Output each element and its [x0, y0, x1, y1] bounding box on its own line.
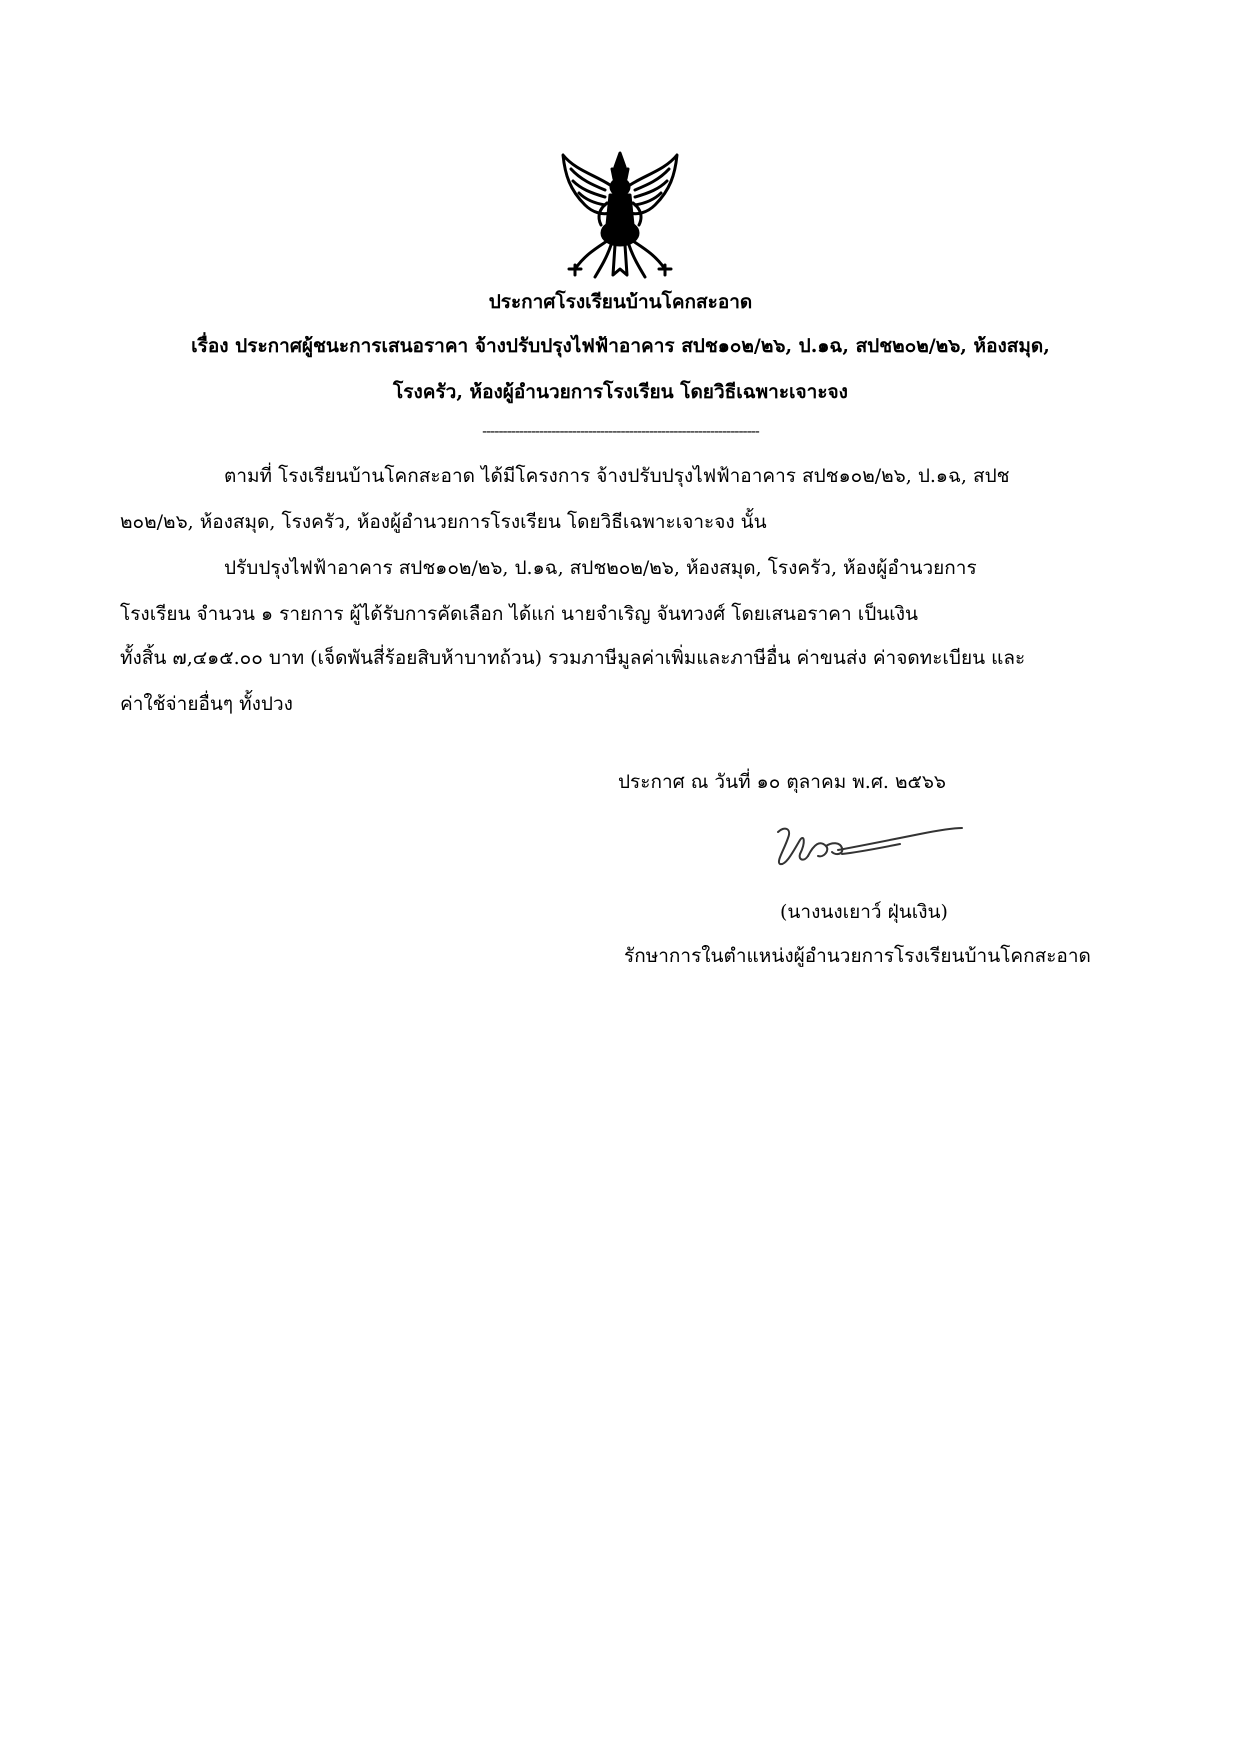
announcement-date: ประกาศ ณ วันที่ ๑๐ ตุลาคม พ.ศ. ๒๕๖๖: [618, 771, 946, 793]
paragraph-1-line-2: ๒๐๒/๒๖, ห้องสมุด, โรงครัว, ห้องผู้อำนวยการโรงเรียน โดยวิธีเฉพาะเจาะจง นั้น: [120, 511, 767, 533]
garuda-emblem-icon: [555, 145, 685, 285]
paragraph-1-line-1: ตามที่ โรงเรียนบ้านโคกสะอาด ได้มีโครงการ จ้างปรับปรุงไฟฟ้าอาคาร สปช๑๐๒/๒๖, ป.๑ฉ, สปช: [224, 465, 1010, 487]
paragraph-2-line-3: ทั้งสิ้น ๗,๔๑๕.๐๐ บาท (เจ็ดพันสี่ร้อยสิบห้าบาทถ้วน) รวมภาษีมูลค่าเพิ่มและภาษีอื่น ค่าขนส่ง ค่าจดทะเบียน และ: [120, 647, 1026, 669]
announcement-subject-line-2: โรงครัว, ห้องผู้อำนวยการโรงเรียน โดยวิธีเฉพาะเจาะจง: [393, 381, 848, 403]
handwritten-signature: [770, 820, 970, 880]
separator-line: --------------------------------------------------------------------: [482, 422, 759, 440]
announcement-subject-line-1: เรื่อง ประกาศผู้ชนะการเสนอราคา จ้างปรับปรุงไฟฟ้าอาคาร สปช๑๐๒/๒๖, ป.๑ฉ, สปช๒๐๒/๒๖, ห้องสมุด,: [191, 335, 1050, 357]
signer-position: รักษาการในตำแหน่งผู้อำนวยการโรงเรียนบ้านโคกสะอาด: [624, 945, 1091, 967]
signer-name: (นางนงเยาว์ ฝุ่นเงิน): [780, 901, 948, 923]
paragraph-2-line-2: โรงเรียน จำนวน ๑ รายการ ผู้ได้รับการคัดเลือก ได้แก่ นายจำเริญ จันทวงศ์ โดยเสนอราคา เป็นเงิน: [120, 603, 919, 625]
paragraph-2-line-1: ปรับปรุงไฟฟ้าอาคาร สปช๑๐๒/๒๖, ป.๑ฉ, สปช๒๐๒/๒๖, ห้องสมุด, โรงครัว, ห้องผู้อำนวยการ: [224, 557, 977, 579]
paragraph-2-line-4: ค่าใช้จ่ายอื่นๆ ทั้งปวง: [120, 693, 293, 715]
announcement-title: ประกาศโรงเรียนบ้านโคกสะอาด: [488, 291, 753, 313]
